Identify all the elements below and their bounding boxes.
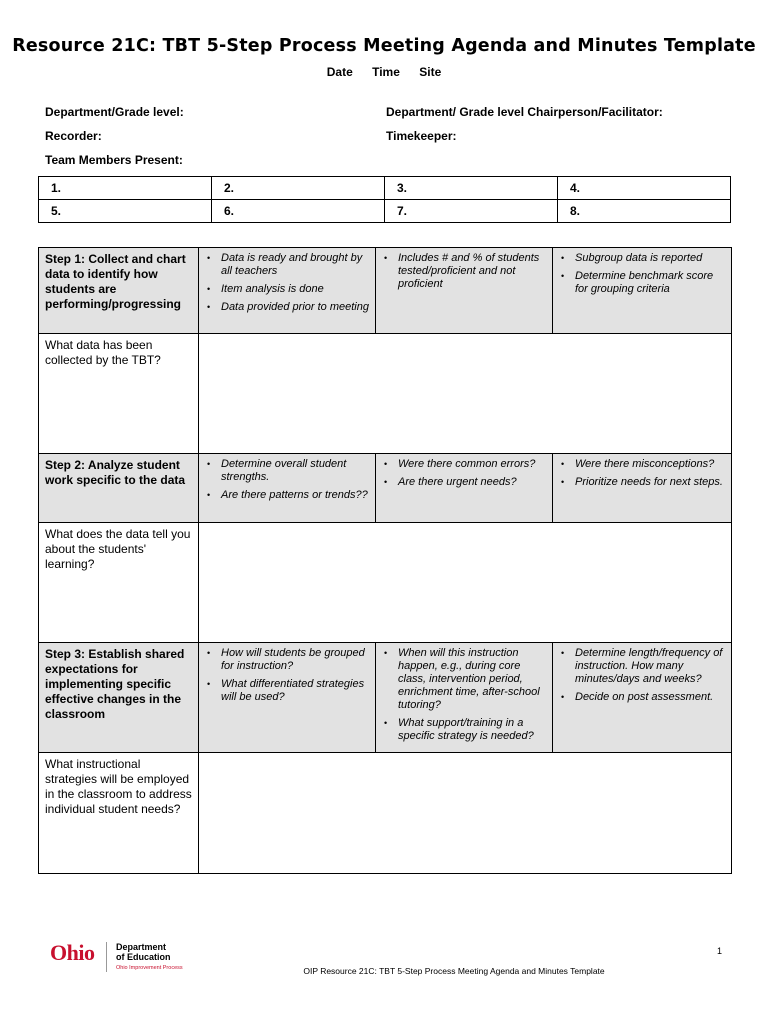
step-row <box>39 248 732 334</box>
step-title: Step 2: Analyze student work specific to the data <box>39 454 199 523</box>
guidance-item: • Includes # and % of students tested/proficient and not proficient <box>398 252 546 291</box>
step-guidance <box>376 248 553 334</box>
member-cell[interactable]: 2. <box>212 177 385 200</box>
table-row <box>39 177 731 200</box>
ohio-doe-logo <box>50 940 183 971</box>
step-title: Step 1: Collect and chart data to identify how students are performing/progressing <box>39 248 199 334</box>
guidance-item: • Determine overall student strengths. <box>221 458 369 484</box>
answer-area[interactable] <box>199 334 732 454</box>
steps-table <box>38 247 732 874</box>
guidance-item: • What support/training in a specific strategy is needed? <box>398 717 546 743</box>
step-question: What instructional strategies will be employed in the classroom to address individual student needs? <box>39 753 199 874</box>
time-label: Time <box>372 65 400 79</box>
step-guidance <box>376 454 553 523</box>
question-row <box>39 334 732 454</box>
logo-department <box>116 942 196 962</box>
date-label: Date <box>326 65 353 79</box>
question-row <box>39 523 732 643</box>
team-members-label: Team Members Present: <box>45 153 183 167</box>
member-cell[interactable]: 8. <box>558 200 731 223</box>
logo-oip: Ohio Improvement Process <box>116 965 183 971</box>
dept-line-2: of Education <box>116 952 171 962</box>
timekeeper-label: Timekeeper: <box>386 129 457 143</box>
recorder-label: Recorder: <box>45 129 102 143</box>
guidance-item: • Were there misconceptions? <box>575 458 725 471</box>
step-guidance <box>553 248 732 334</box>
guidance-item: • Determine length/frequency of instruction. How many minutes/days and weeks? <box>575 647 725 686</box>
guidance-item: • Decide on post assessment. <box>575 691 725 704</box>
dept-line-1: Department <box>116 942 167 952</box>
answer-area[interactable] <box>199 523 732 643</box>
guidance-item: • Data is ready and brought by all teachers <box>221 252 369 278</box>
step-guidance <box>553 454 732 523</box>
meeting-meta <box>0 65 768 79</box>
page-title: Resource 21C: TBT 5-Step Process Meeting Agenda and Minutes Template <box>12 36 756 56</box>
member-cell[interactable]: 6. <box>212 200 385 223</box>
guidance-item: • Were there common errors? <box>398 458 546 471</box>
guidance-item: • Data provided prior to meeting <box>221 301 369 314</box>
member-cell[interactable]: 7. <box>385 200 558 223</box>
step-title: Step 3: Establish shared expectations for implementing specific effective changes in the classroom <box>39 643 199 753</box>
guidance-item: • Are there patterns or trends?? <box>221 489 369 502</box>
question-row <box>39 753 732 874</box>
step-question: What data has been collected by the TBT? <box>39 334 199 454</box>
team-members-table <box>38 176 731 223</box>
step-guidance <box>553 643 732 753</box>
member-cell[interactable]: 3. <box>385 177 558 200</box>
page-number: 1 <box>716 946 722 956</box>
guidance-item: • Item analysis is done <box>221 283 369 296</box>
guidance-item: • Prioritize needs for next steps. <box>575 476 725 489</box>
table-row <box>39 200 731 223</box>
step-guidance <box>376 643 553 753</box>
step-guidance <box>199 248 376 334</box>
guidance-item: • When will this instruction happen, e.g., during core class, intervention period, enrichment time, after-school tutoring? <box>398 647 546 712</box>
guidance-item: • Subgroup data is reported <box>575 252 725 265</box>
dept-grade-label: Department/Grade level: <box>45 105 184 119</box>
member-cell[interactable]: 1. <box>39 177 212 200</box>
step-guidance <box>199 643 376 753</box>
guidance-item: • Are there urgent needs? <box>398 476 546 489</box>
site-label: Site <box>419 65 442 79</box>
ohio-wordmark: Ohio <box>50 940 95 965</box>
step-guidance <box>199 454 376 523</box>
member-cell[interactable]: 5. <box>39 200 212 223</box>
guidance-item: • What differentiated strategies will be used? <box>221 678 369 704</box>
guidance-item: • Determine benchmark score for grouping criteria <box>575 270 725 296</box>
step-row <box>39 643 732 753</box>
chairperson-label: Department/ Grade level Chairperson/Facilitator: <box>386 105 663 119</box>
step-question: What does the data tell you about the students' learning? <box>39 523 199 643</box>
step-row <box>39 454 732 523</box>
guidance-item: • How will students be grouped for instruction? <box>221 647 369 673</box>
member-cell[interactable]: 4. <box>558 177 731 200</box>
answer-area[interactable] <box>199 753 732 874</box>
footer-text: OIP Resource 21C: TBT 5-Step Process Meeting Agenda and Minutes Template <box>303 966 605 976</box>
